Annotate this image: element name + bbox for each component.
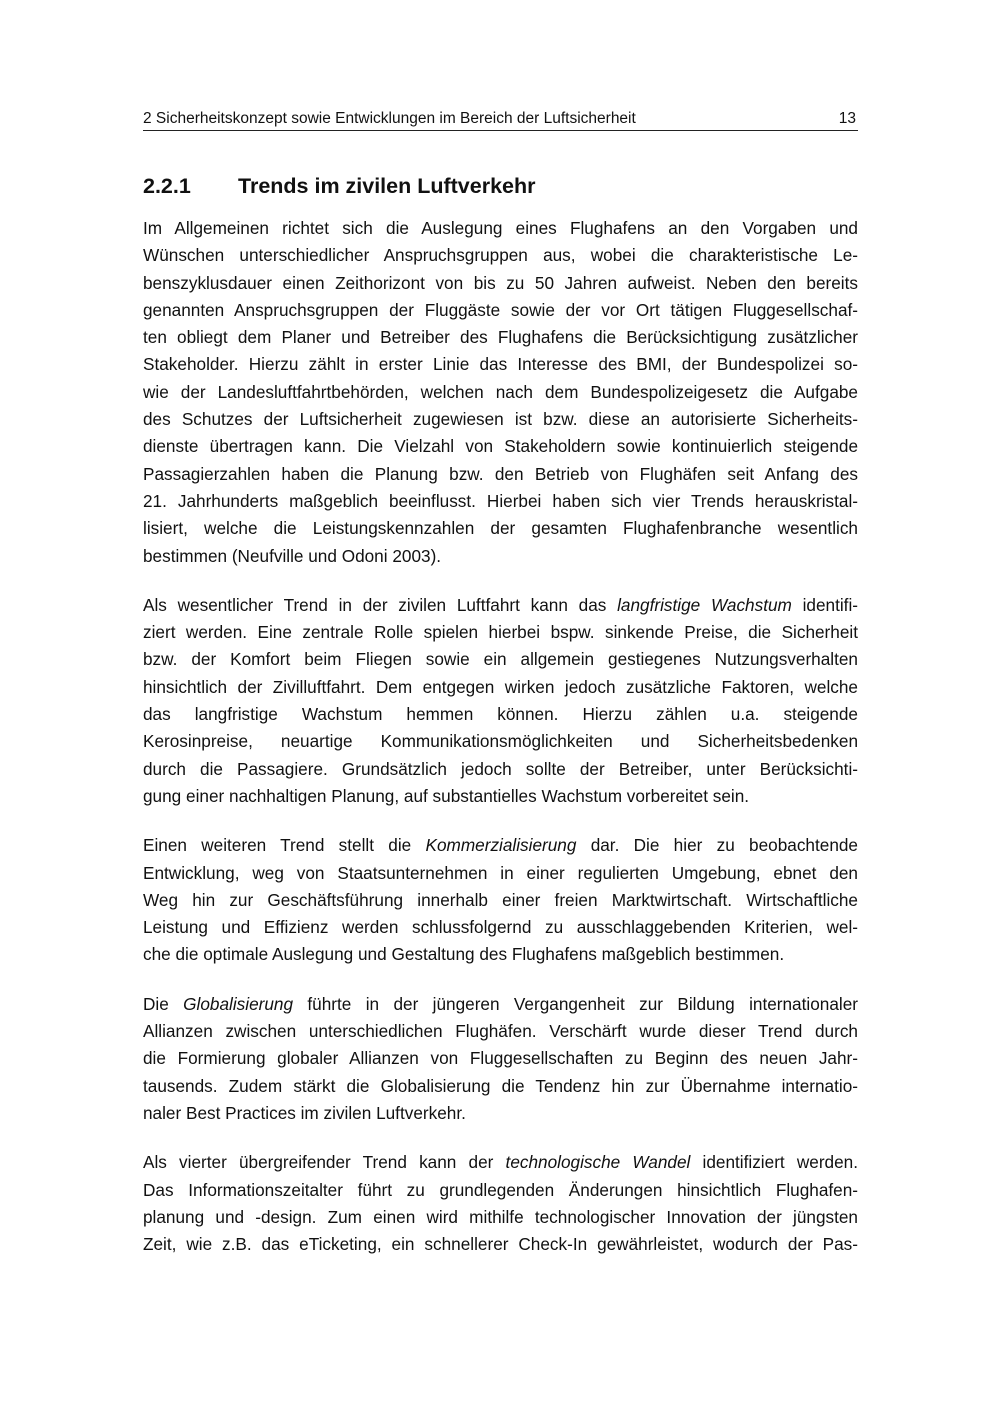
paragraph: [143, 1149, 858, 1258]
text-line: [143, 592, 858, 619]
running-header: [143, 108, 858, 131]
text-line: tausends. Zudem stärkt die Globalisierung die Tendenz hin zur Übernahme internatio-: [143, 1075, 858, 1096]
paragraph: [143, 832, 858, 968]
text-line: Entwicklung, weg von Staatsunternehmen in einer regulierten Umgebung, ebnet den: [143, 862, 858, 883]
text-line: die Formierung globaler Allianzen von Fluggesellschaften zu Beginn des neuen Jahr-: [143, 1048, 858, 1069]
text-line: Passagierzahlen haben die Planung bzw. den Betrieb von Flughäfen seit Anfang des: [143, 463, 858, 484]
text-line: benszyklusdauer einen Zeithorizont von bis zu 50 Jahren aufweist. Neben den bereits: [143, 272, 858, 293]
emphasis-term: technologische Wandel: [505, 1152, 691, 1173]
paragraph: [143, 592, 858, 810]
text-line: dienste übertragen kann. Die Vielzahl von Stakeholdern sowie kontinuierlich steigende: [143, 436, 858, 457]
text-line: bestimmen (Neufville und Odoni 2003).: [143, 545, 442, 566]
text-run: dar. Die hier zu beobachtende: [576, 835, 858, 856]
text-line: hinsichtlich der Zivilluftfahrt. Dem entgegen wirken jedoch zusätzliche Faktoren, welche: [143, 676, 858, 697]
text-line: Kerosinpreise, neuartige Kommunikationsmöglichkeiten und Sicherheitsbedenken: [143, 731, 858, 752]
text-line: ziert werden. Eine zentrale Rolle spielen hierbei bspw. sinkende Preise, die Sicherheit: [143, 622, 858, 643]
text-line: 21. Jahrhunderts maßgeblich beeinflusst. Hierbei haben sich vier Trends herauskristal-: [143, 490, 858, 511]
emphasis-term: langfristige Wachstum: [617, 594, 792, 615]
text-line: Das Informationszeitalter führt zu grundlegenden Änderungen hinsichtlich Flughafen-: [143, 1179, 858, 1200]
section-number: 2.2.1: [143, 174, 191, 198]
text-line: che die optimale Auslegung und Gestaltung des Flughafens maßgeblich bestimmen.: [143, 944, 785, 965]
text-line: [143, 991, 858, 1018]
text-line: [143, 1149, 858, 1176]
text-run: Einen weiteren Trend stellt die: [143, 835, 426, 856]
text-line: genannten Anspruchsgruppen der Fluggäste sowie der vor Ort tätigen Fluggesellschaf-: [143, 299, 858, 320]
text-run: Als vierter übergreifender Trend kann der: [143, 1152, 506, 1173]
text-line: Leistung und Effizienz werden schlussfolgernd zu ausschlaggebenden Kriterien, wel-: [143, 917, 858, 938]
text-line: [143, 832, 858, 859]
text-line: Stakeholder. Hierzu zählt in erster Linie das Interesse des BMI, der Bundespolizei so-: [143, 354, 858, 375]
text-line: Weg hin zur Geschäftsführung innerhalb einer freien Marktwirtschaft. Wirtschaftliche: [143, 889, 858, 910]
text-line: Wünschen unterschiedlicher Anspruchsgruppen aus, wobei die charakteristische Le-: [143, 245, 858, 266]
text-line: lisiert, welche die Leistungskennzahlen der gesamten Flughafenbranche wesentlich: [143, 518, 858, 539]
text-line: ten obliegt dem Planer und Betreiber des Flughafens die Berücksichtigung zusätzlicher: [143, 327, 858, 348]
running-header-title: 2 Sicherheitskonzept sowie Entwicklungen im Bereich der Luftsicherheit: [143, 110, 636, 127]
text-line: das langfristige Wachstum hemmen können. Hierzu zählen u.a. steigende: [143, 704, 858, 725]
body-text: [143, 215, 858, 1280]
text-line: Zeit, wie z.B. das eTicketing, ein schnellerer Check-In gewährleistet, wodurch der Pas-: [143, 1234, 858, 1255]
paragraph: [143, 991, 858, 1127]
text-run: Als wesentlicher Trend in der zivilen Luftfahrt kann das: [143, 594, 618, 615]
paragraph: [143, 215, 858, 570]
emphasis-term: Kommerzialisierung: [425, 835, 577, 856]
text-line: naler Best Practices im zivilen Luftverkehr.: [143, 1102, 466, 1123]
page-number: 13: [838, 110, 856, 127]
text-line: Im Allgemeinen richtet sich die Auslegung eines Flughafens an den Vorgaben und: [143, 218, 858, 238]
text-line: planung und -design. Zum einen wird mithilfe technologischer Innovation der jüngsten: [143, 1206, 858, 1227]
section-heading: [143, 172, 858, 200]
text-line: wie der Landesluftfahrtbehörden, welchen nach dem Bundespolizeigesetz die Aufgabe: [143, 381, 858, 402]
text-line: bzw. der Komfort beim Fliegen sowie ein allgemein gestiegenes Nutzungsverhalten: [143, 649, 858, 670]
text-line: durch die Passagiere. Grundsätzlich jedoch sollte der Betreiber, unter Berücksichti-: [143, 758, 858, 779]
section-title: Trends im zivilen Luftverkehr: [238, 174, 536, 198]
text-run: identifiziert werden.: [690, 1152, 859, 1173]
text-run: führte in der jüngeren Vergangenheit zur Bildung internationaler: [293, 993, 858, 1014]
text-run: identifi-: [791, 594, 858, 615]
text-run: Die: [143, 993, 184, 1014]
text-line: gung einer nachhaltigen Planung, auf substantielles Wachstum vorbereitet sein.: [143, 785, 750, 806]
emphasis-term: Globalisierung: [183, 993, 294, 1014]
text-line: des Schutzes der Luftsicherheit zugewiesen ist bzw. diese an autorisierte Sicherheits-: [143, 409, 858, 430]
text-line: Allianzen zwischen unterschiedlichen Flughäfen. Verschärft wurde dieser Trend durch: [143, 1021, 858, 1042]
